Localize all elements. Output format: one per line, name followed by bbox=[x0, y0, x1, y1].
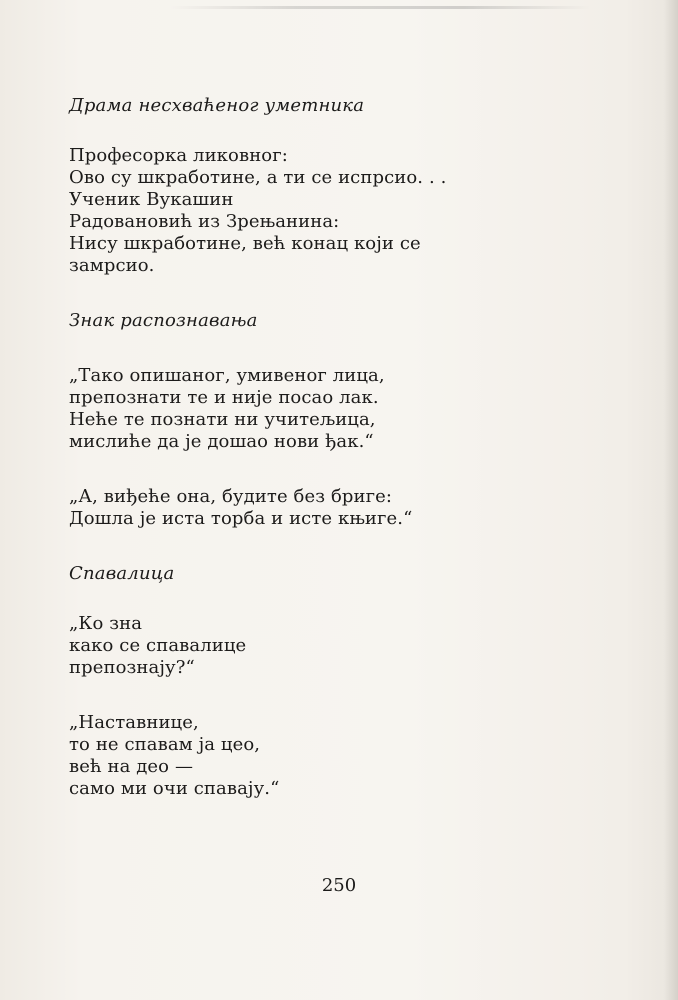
poem-title: Знак распознавања bbox=[69, 310, 258, 331]
page-content bbox=[69, 95, 539, 800]
poem-line: Дошла је иста торба и исте књиге.“ bbox=[69, 508, 413, 529]
stanza bbox=[69, 145, 539, 277]
poem-line: „Ко зна bbox=[69, 613, 143, 634]
poem-line: препознати те и није посао лак. bbox=[69, 387, 379, 408]
poem-line: „Наставнице, bbox=[69, 712, 199, 733]
poem-line: замрсио. bbox=[69, 255, 155, 276]
poem-line: то не спавам ја цео, bbox=[69, 734, 261, 755]
poem-line: Ученик Вукашин bbox=[69, 189, 234, 210]
poem-line: Професорка ликовног: bbox=[69, 145, 288, 166]
stanza bbox=[69, 365, 539, 453]
poem-title: Драма несхваћеног уметника bbox=[69, 95, 365, 116]
poem-line: препознају?“ bbox=[69, 657, 195, 678]
poem-line: само ми очи спавају.“ bbox=[69, 778, 280, 799]
poem-line: Нису шкработине, већ конац који се bbox=[69, 233, 421, 254]
poem-line: Ово су шкработине, а ти се испрсио. . . bbox=[69, 167, 447, 188]
poem-line: како се спавалице bbox=[69, 635, 247, 656]
page-number: 250 bbox=[321, 875, 357, 896]
poem-line: већ на део — bbox=[69, 756, 194, 777]
poem-section-2 bbox=[69, 310, 539, 530]
page-edge-shadow bbox=[664, 0, 678, 1000]
poem-title: Спавалица bbox=[69, 563, 175, 584]
poem-line: „А, виђеће она, будите без бриге: bbox=[69, 486, 393, 507]
poem-line: Радовановић из Зрењанина: bbox=[69, 211, 340, 232]
stanza bbox=[69, 712, 539, 800]
top-edge-mark bbox=[170, 6, 590, 9]
poem-line: мислиће да је дошао нови ђак.“ bbox=[69, 431, 374, 452]
poem-section-3 bbox=[69, 563, 539, 800]
stanza bbox=[69, 486, 539, 530]
poem-line: Неће те познати ни учитељица, bbox=[69, 409, 376, 430]
stanza bbox=[69, 613, 539, 679]
poem-line: „Тако опишаног, умивеног лица, bbox=[69, 365, 385, 386]
poem-section-1 bbox=[69, 95, 539, 277]
